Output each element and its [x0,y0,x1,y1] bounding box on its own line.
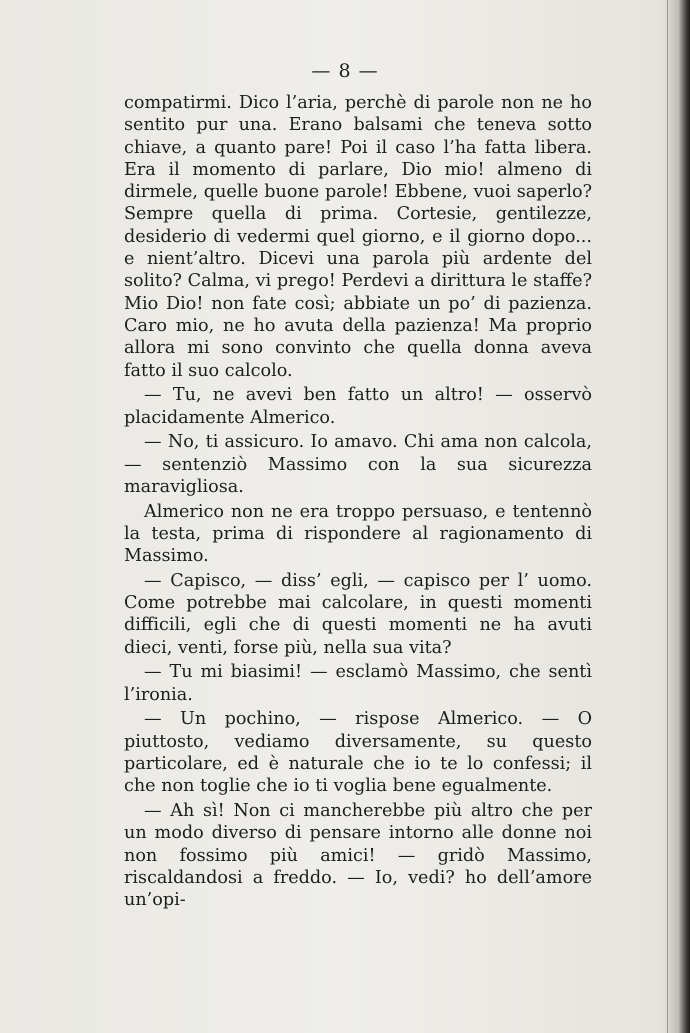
body-text [124,92,592,911]
page-number: — 8 — [311,60,379,82]
paragraph: compatirmi. Dico l’aria, perchè di parole non ne ho sentito pur una. Erano balsami che teneva sotto chiave, a quanto pare! Poi il caso l’ha fatta libera. Era il momento di parlare, Dio mio! almeno di dirmele, quelle buone parole! Ebbene, vuoi saperlo? Sempre quella di prima. Cortesie, gentilezze, desiderio di vedermi quel giorno, e il giorno dopo... e nient’altro. Dicevi una parola più ardente del solito? Calma, vi prego! Perdevi a dirittura le staffe? Mio Dio! non fate così; abbiate un po’ di pazienza. Caro mio, ne ho avuta della pazienza! Ma proprio allora mi sono convinto che quella donna aveva fatto il suo calcolo. [124,93,592,381]
paragraph: — Tu mi biasimi! — esclamò Massimo, che sentì l’ironia. [124,662,592,705]
paragraph: — No, ti assicuro. Io amavo. Chi ama non calcola, — sentenziò Massimo con la sua sicurezza maravigliosa. [124,432,592,497]
paragraph: — Un pochino, — rispose Almerico. — O piuttosto, vediamo diversamente, su questo particolare, ed è naturale che io te lo confessi; il che non toglie che io ti voglia bene egualmente. [124,709,592,797]
paragraph: Almerico non ne era troppo persuaso, e tentennò la testa, prima di rispondere al ragionamento di Massimo. [124,501,592,567]
paragraph: — Capisco, — diss’ egli, — capisco per l’ uomo. Come potrebbe mai calcolare, in questi momenti difficili, egli che di questi momenti ne ha avuti dieci, venti, forse più, nella sua vita? [124,570,592,658]
paragraph: — Ah sì! Non ci mancherebbe più altro che per un modo diverso di pensare intorno alle donne noi non fossimo più amici! — gridò Massimo, riscaldandosi a freddo. — Io, vedi? ho dell’amore un’opi- [124,800,592,911]
book-spine-shadow [664,0,690,1033]
paragraph: — Tu, ne avevi ben fatto un altro! — osservò placidamente Almerico. [124,385,592,428]
